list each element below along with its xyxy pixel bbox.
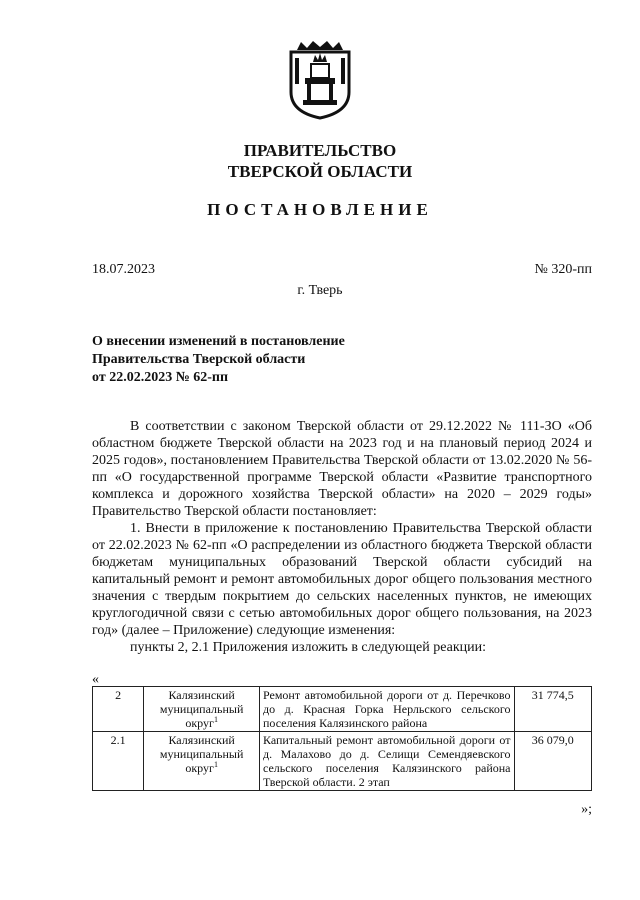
table-row xyxy=(93,687,592,732)
government-title-line1: ПРАВИТЕЛЬСТВО xyxy=(243,141,397,160)
district-name: Калязинский муниципальный округ xyxy=(159,688,244,730)
subject-line: Правительства Тверской области xyxy=(92,352,306,367)
document-body xyxy=(92,418,592,656)
body-paragraph: В соответствии с законом Тверской области от 29.12.2022 № 111-ЗО «Об областном бюджете Тверской области на 2023 год и на плановый период 2024 и 2025 годов», постановлением Правительства Тверской области от 13.02.2020 № 56-пп «О государственной программе Тверской области «Развитие транспортного комплекса и дорожного хозяйства Тверской области» на 2020 – 2029 годы» Правительство Тверской области постановляет: xyxy=(92,419,592,519)
district-name: Калязинский муниципальный округ xyxy=(159,733,244,775)
subject-line: О внесении изменений в постановление xyxy=(92,334,345,349)
quote-close-mark: »; xyxy=(581,802,592,817)
description-cell: Ремонт автомобильной дороги от д. Перечково до д. Красная Горка Нерльского сельского поселения Калязинского района xyxy=(259,687,514,732)
row-number: 2.1 xyxy=(93,732,144,791)
footnote-mark: 1 xyxy=(213,715,218,724)
row-number: 2 xyxy=(93,687,144,732)
subject-line: от 22.02.2023 № 62-пп xyxy=(92,370,229,385)
district-cell xyxy=(144,732,260,791)
tver-coat-of-arms-icon xyxy=(285,40,355,120)
government-title-line2: ТВЕРСКОЙ ОБЛАСТИ xyxy=(227,162,413,181)
footnote-mark: 1 xyxy=(213,760,218,769)
quote-open-mark: « xyxy=(92,672,99,687)
description-cell: Капитальный ремонт автомобильной дороги от д. Малахово до д. Селищи Семендяевского сельского поселения Калязинского района Тверской области. 2 этап xyxy=(259,732,514,791)
document-subject xyxy=(92,333,345,387)
document-number: № 320-пп xyxy=(534,262,592,277)
amount-cell: 31 774,5 xyxy=(514,687,592,732)
table-row xyxy=(93,732,592,791)
document-date: 18.07.2023 xyxy=(92,262,155,277)
amount-cell: 36 079,0 xyxy=(514,732,592,791)
body-paragraph: пункты 2, 2.1 Приложения изложить в следующей реакции: xyxy=(130,640,486,655)
document-type: ПОСТАНОВЛЕНИЕ xyxy=(207,200,433,219)
amendment-table xyxy=(92,686,592,791)
body-paragraph: 1. Внести в приложение к постановлению Правительства Тверской области от 22.02.2023 № 62-пп «О распределении из областного бюджета Тверской области бюджетам муниципальных образований Тверской области субсидий на капитальный ремонт и ремонт автомобильных дорог общего пользования местного значения с твердым покрытием до сельских населенных пунктов, не имеющих круглогодичной связи с сетью автомобильных дорог общего пользования, на 2023 год» (далее – Приложение) следующие изменения: xyxy=(92,521,592,638)
district-cell xyxy=(144,687,260,732)
document-city: г. Тверь xyxy=(297,283,343,298)
